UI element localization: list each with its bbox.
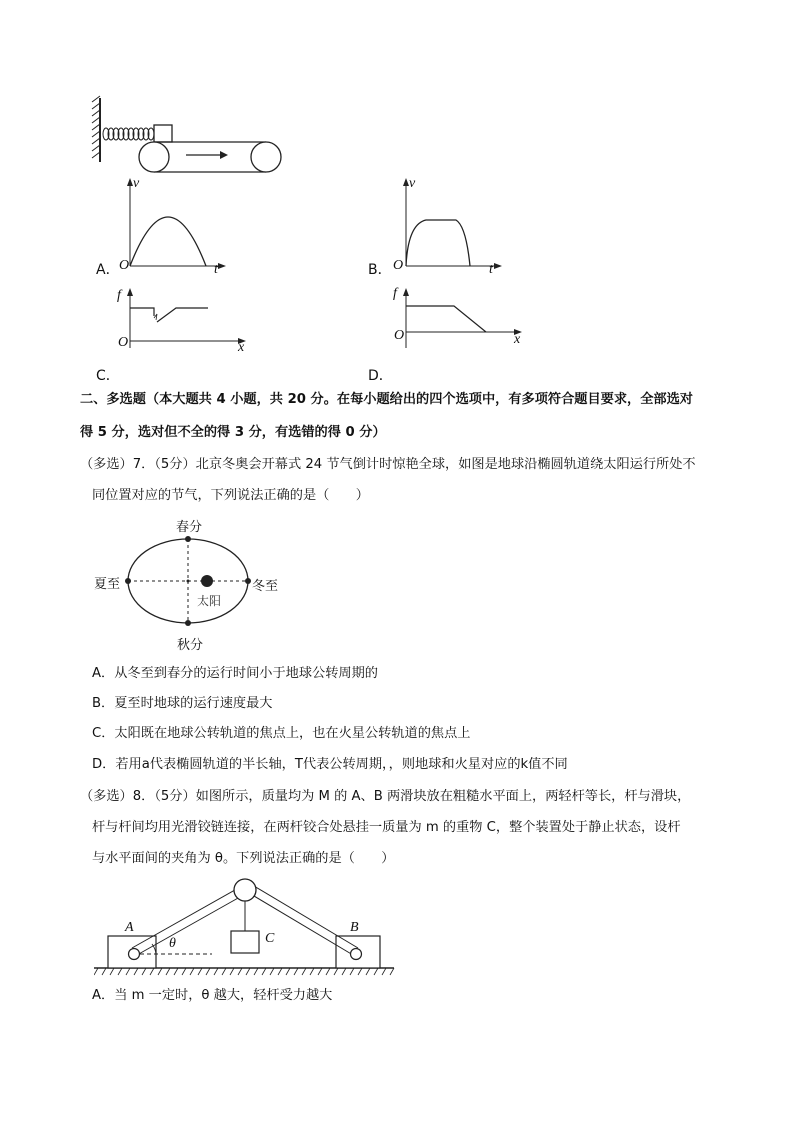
option-a-y-label: v [133,176,140,191]
option-a-origin: O [119,258,130,273]
option-d-x-label: x [514,332,521,347]
section2-heading-line1: 二、多选题（本大题共 4 小题，共 20 分。在每小题给出的四个选项中，有多项符合题目要求，全部选对 [80,392,693,407]
option-d-graph [386,286,526,356]
option-c-y-label: f [117,288,121,303]
q7-label-bottom: 秋分 [177,638,204,653]
q7-stem-line1: （多选）7．（5分）北京冬奥会开幕式 24 节气倒计时惊艳全球，如图是地球沿椭圆轨道绕太阳运行所处不 [80,457,696,472]
q7-label-right: 冬至 [252,579,279,594]
q7-option-c: C．太阳既在地球公转轨道的焦点上，也在火星公转轨道的焦点上 [92,726,471,741]
option-b-origin: O [393,258,404,273]
q8-stem-line2: 杆与杆间均用光滑铰链连接，在两杆铰合处悬挂一质量为 m 的重物 C，整个装置处于静止状态，设杆 [92,820,681,835]
q8-label-a: A [125,920,134,935]
q7-option-d: D．若用a代表椭圆轨道的半长轴，T代表公转周期，，则地球和火星对应的k值不同 [92,757,568,772]
q7-label-top: 春分 [176,520,203,535]
option-a-label: A． [96,262,120,278]
option-c-x-label: x [238,340,245,355]
option-d-label: D． [368,368,393,384]
q8-option-a: A．当 m 一定时，θ 越大，轻杆受力越大 [92,988,333,1003]
q7-option-a: A．从冬至到春分的运行时间小于地球公转周期的 [92,666,378,681]
option-b-y-label: v [409,176,416,191]
option-b-label: B． [368,262,392,278]
conveyor-figure [88,92,288,182]
q8-label-c: C [265,931,275,946]
option-b-x-label: t [489,262,493,277]
option-d-origin: O [394,328,405,343]
q7-label-left: 夏至 [94,577,121,592]
option-c-origin: O [118,335,129,350]
q7-stem-line2: 同位置对应的节气，下列说法正确的是（ ） [92,488,369,503]
q8-label-b: B [350,920,359,935]
q8-stem-line1: （多选）8．（5分）如图所示，质量均为 M 的 A、B 两滑块放在粗糙水平面上，两轻杆等长，杆与滑块， [80,789,691,804]
q7-orbit-figure [120,520,260,644]
q8-stem-line3: 与水平面间的夹角为 θ。下列说法正确的是（ ） [92,851,395,866]
option-c-graph [110,286,250,356]
option-d-y-label: f [393,286,397,301]
q8-label-theta: θ [169,936,176,951]
option-a-x-label: t [214,262,218,277]
option-c-label: C． [96,368,120,384]
option-b-graph [386,176,506,276]
section2-heading-line2: 得 5 分，选对但不全的得 3 分，有选错的得 0 分） [80,425,386,440]
q7-label-sun: 太阳 [197,594,222,608]
q7-option-b: B．夏至时地球的运行速度最大 [92,696,273,711]
